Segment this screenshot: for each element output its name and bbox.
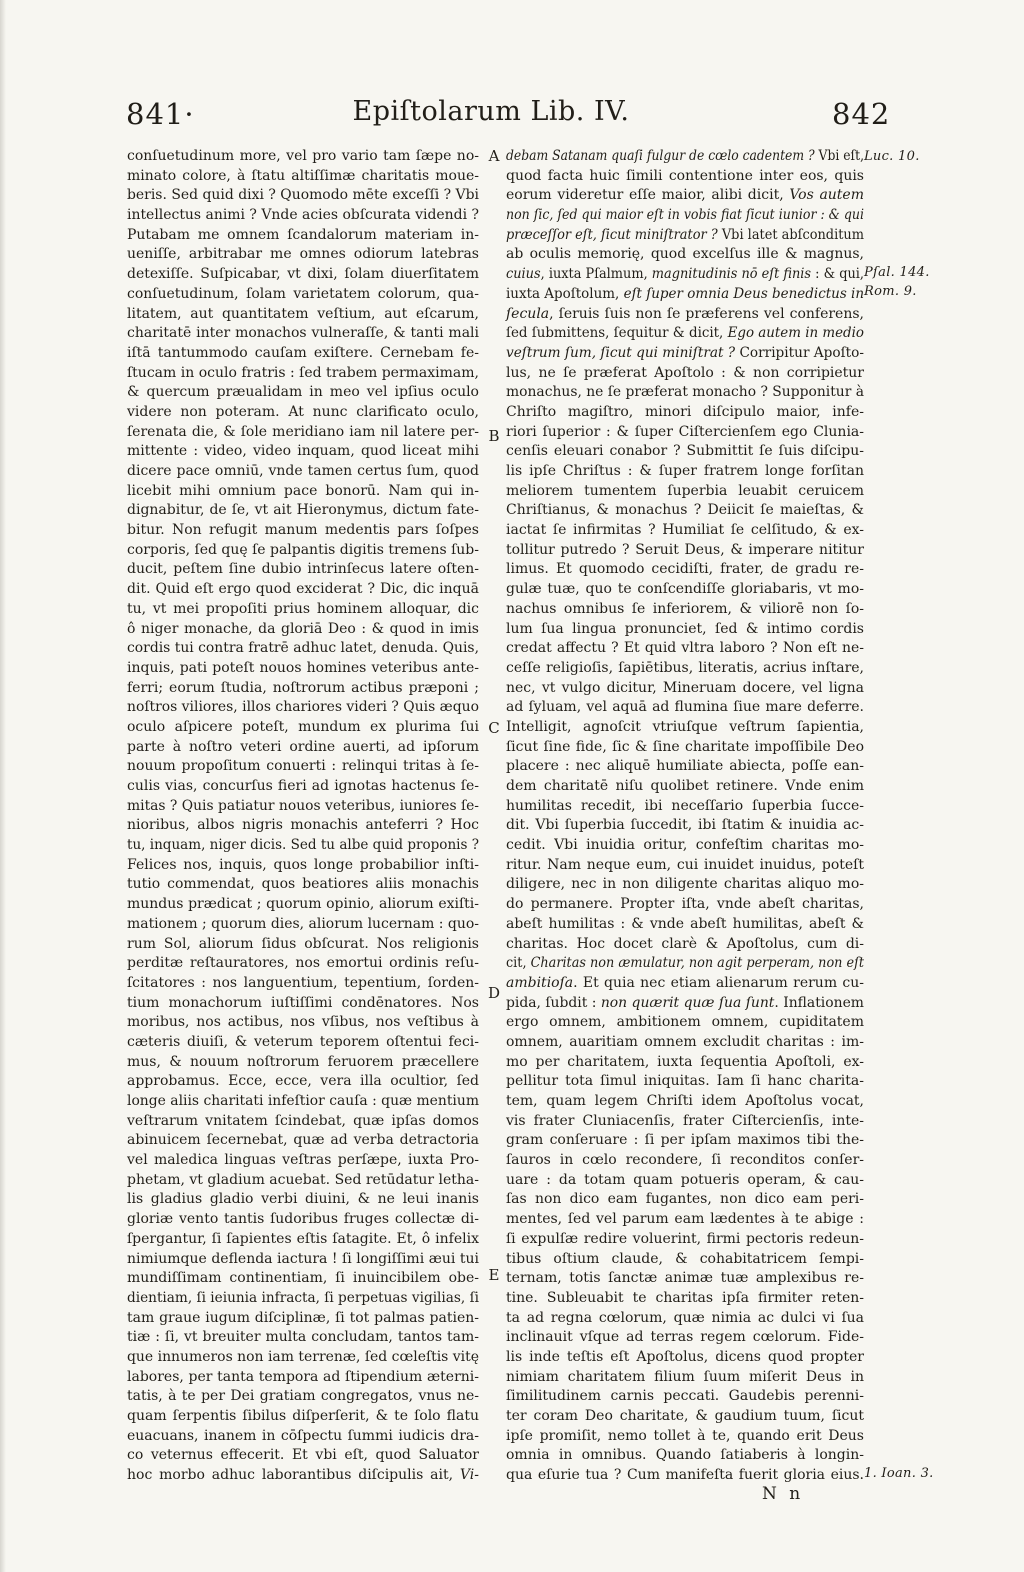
text-line: Putabam me omnem ſcandalorum materiam in- [127,226,479,243]
text-line: abinuicem ſecernebat, quæ ad verba detractoria [127,1132,479,1149]
text-line: riori ſuperior : & ſuper Ciſtercienſem ego Clunia- [506,423,864,440]
text-line: tem, quam legem Chriſti idem Apoſtolus vocat, [506,1093,864,1109]
text-line: nimiam charitatem filium ſuum miſerit Deus in [506,1368,864,1385]
text-line: Felices nos, inquis, quos longe probabilior inſti- [127,856,479,873]
text-line: dientiam, ſi ieiunia infracta, ſi perpetuas vigilias, ſi [127,1289,479,1306]
text-line: nec, vt vulgo dicitur, Mineruam docere, vel ligna [506,679,864,696]
text-line: corporis, ſed quę ſe palpantis digitis tremens ſub- [127,541,479,558]
page-number-right: 842 [832,97,891,131]
text-line: euacuans, inanem in cōſpectu ſummi iudicis dra- [127,1427,479,1444]
text-line: nouum propoſitum conuerti : relinqui tritas à ſe- [127,758,479,775]
scan-edge-shadow [0,0,6,1572]
text-line: tine. Subleuabit te charitas ipſa firmiter reten- [506,1289,864,1306]
text-line: mo per charitatem, iuxta ſequentia Apoſtoli, ex- [506,1053,864,1070]
text-line: conſuetudinum more, vel pro vario tam ſæpe no- [127,148,479,164]
text-line: longe aliis charitati infeſtior cauſa : quæ mentium [127,1093,479,1109]
text-line: pida, ſubdit : non quærit quæ ſua ſunt. Inflationem [506,994,864,1011]
text-line: videre non poteram. At nunc clarificato oculo, [127,403,479,420]
text-line: ſed ſubmittens, ſequitur & dicit, Ego autem in medio [506,325,864,342]
section-marker-a: A [488,147,500,165]
text-line: ducit, peſtem ſine dubio intrinſecus latere oſten- [127,561,479,578]
text-line: ſas non dico eam fugantes, non dico eam peri- [506,1191,864,1208]
text-line: mentes, ſed vel parum eam lædentes à te abige : [506,1211,864,1228]
text-line: ſerenata die, & ſole meridiano iam nil latere per- [127,423,479,440]
text-line: detexiſſe. Suſpicabar, vt dixi, ſolam diuerſitatem [127,266,479,283]
text-line: tibus oſtium claude, & cohabitatricem ſempi- [506,1250,864,1267]
margin-note-ioan: 1. Ioan. 3. [864,1466,934,1481]
text-line: mundiſſimam continentiam, ſi inuincibilem obe- [127,1270,479,1287]
text-line: cordis tui contra fratrē adhuc latet, denuda. Quis, [127,640,479,657]
text-line: phetam, vt gladium acuebat. Sed retūdatur letha- [127,1171,479,1188]
text-line: inclinauit vſque ad terras regem cœlorum. Fide- [506,1329,864,1346]
margin-note-psal: Pſal. 144. [864,265,930,280]
text-line: vel maledica linguas veſtras perſæpe, iuxta Pro- [127,1152,479,1169]
text-line: Chriſtianus, & monachus ? Deiicit ſe maieſtas, & [506,502,864,519]
text-line: gulæ tuæ, quo te conſcendiſſe gloriabaris, vt mo- [506,581,864,598]
text-line: charitatē inter monachos vulneraſſe, & tanti mali [127,325,479,342]
text-line: dit. Quid eſt ergo quod exciderat ? Dic, dic inquā [127,581,479,598]
text-line: dit. Vbi ſuperbia ſuccedit, ibi ſtatim & inuidia ac- [506,817,864,834]
text-column-left [127,147,479,1486]
text-line: debam Satanam quaſi fulgur de cœlo cadentem ? Vbi eſt, [506,148,864,164]
text-line: moribus, nos actibus, nos vſibus, nos veſtibus à [127,1014,479,1031]
text-line: mationem ; quorum dies, aliorum lucernam : quo- [127,915,479,932]
text-line: inquis, pati poteſt nouos homines veteribus ante- [127,659,479,676]
text-line: beris. Sed quid dixi ? Quomodo mēte exceſſi ? Vbi [127,187,479,204]
margin-note-luc: Luc. 10. [864,149,920,164]
text-line: placere : nec aliquē humiliate abiecta, poſſe ean- [506,758,864,775]
text-line: lum ſua lingua pronunciet, ſed & intimo cordis [506,620,864,637]
signature-mark: N n [762,1484,801,1504]
text-line: litatem, aut quantitatem veſtium, aut eſcarum, [127,305,479,322]
text-line: ipſe promiſit, nemo tollet à te, quando erit Deus [506,1427,864,1444]
text-line: & quercum præualidam in meo vel ipſius oculo [127,384,479,401]
text-line: gloriæ vento tantis ſudoribus fruges collectæ di- [127,1211,479,1228]
text-line: ad ſyluam, vel aquā ad flumina ſiue mare deferre. [506,699,864,716]
text-line: ritur. Nam neque eum, cui inuidet inuidus, poteſt [506,856,864,873]
text-line: mittente : video, video inquam, quod liceat mihi [127,443,479,460]
text-line: hoc morbo adhuc laborantibus diſcipulis ait, Vi- [127,1467,479,1484]
text-line: cedit. Vbi inuidia oritur, confeſtim charitas mo- [506,837,864,854]
section-marker-d: D [487,984,501,1002]
text-line: ternam, totis ſanctæ animæ tuæ amplexibus re- [506,1270,864,1287]
text-line: ſecula, ſeruis ſuis non ſe præferens vel conferens, [506,305,864,322]
text-line: ſpergantur, ſi ſapientes eſtis ſatagite. Et, ô infelix [127,1230,479,1247]
text-line: co veternus effecerit. Et vbi eſt, quod Saluator [127,1447,479,1464]
text-line: uare : da totam quam potueris operam, & cau- [506,1171,864,1188]
text-line: nachus omnibus ſe inferiorem, & viliorē non ſo- [506,600,864,617]
text-line: Intelligit, agnoſcit vtriuſque veſtrum ſapientia, [506,718,864,735]
text-line: lis ipſe Chriſtus : & ſuper fratrem longe forſitan [506,463,864,479]
page-number-left: 841· [126,97,195,131]
text-line: abeſt humilitas : & vnde abeſt humilitas, abeſt & [506,915,864,932]
text-line: ab oculis memorię, quod excelſus ille & magnus, [506,246,864,263]
text-column-right [506,147,864,1486]
text-line: ter coram Deo charitate, & gaudium tuum, ſicut [506,1408,864,1424]
text-line: ſtucam in oculo fratris : ſed trabem permaximam, [127,364,479,381]
text-line: culis vias, concurſus fieri ad ignotas hactenus ſe- [127,778,479,794]
text-line: noſtros viliores, illos chariores videri ? Quis æquo [127,699,479,716]
text-line: dicere pace omniū, vnde tamen certus ſum, quod [127,463,479,479]
text-line: lis inde teſtis eſt Apoſtolus, dicens quod propter [506,1348,864,1365]
text-line: vis frater Cluniacenſis, frater Ciſtercienſis, inte- [506,1112,864,1129]
section-marker-e: E [488,1266,500,1284]
text-line: ambitioſa. Et quia nec etiam alienarum rerum cu- [506,974,864,991]
text-line: iſtā tantummodo cauſam exiſtere. Cernebam fe- [127,344,479,361]
section-marker-b: B [488,427,500,445]
text-line: diligere, nec in non diligente charitas aliquo mo- [506,876,864,893]
text-line: perditæ reſtauratores, nos emortui ordinis reſu- [127,955,479,972]
section-marker-c: C [488,719,500,737]
text-line: ſcitatores : nos languentium, tepentium, ſorden- [127,974,479,991]
text-line: cæteris diuiſi, & veterum teporem oſtentui feci- [127,1033,479,1050]
text-line: tu, inquam, niger dicis. Sed tu albe quid proponis ? [127,837,479,854]
text-line: ceſſe religioſis, ſapiētibus, literatis, acrius inſtare, [506,659,864,676]
text-line: do permanere. Propter iſta, vnde abeſt charitas, [506,896,864,913]
text-line: præceſſor eſt, ſicut miniſtrator ? Vbi latet abſconditum [506,226,864,243]
text-line: tollitur putredo ? Seruit Deus, & imperare nititur [506,541,864,558]
text-line: minato colore, à ſtatu altiſſimæ charitatis moue- [127,167,479,184]
text-line: que innumeros non iam terrenæ, ſed cœleſtis vitę [127,1348,479,1365]
text-line: conſuetudinum, ſolam varietatem colorum, qua- [127,285,479,302]
text-line: ſimilitudinem carnis peccati. Gaudebis perenni- [506,1388,864,1405]
text-line: eorum videretur eſſe maior, alibi dicit, Vos autem [506,187,864,204]
margin-note-rom: Rom. 9. [864,284,917,299]
text-line: gram conſeruare : ſi per ipſam maximos tibi the- [506,1132,864,1149]
text-line: limus. Et quomodo cecidiſti, frater, de gradu re- [506,561,864,578]
text-line: tiæ : ſi, vt breuiter multa concludam, tantos tam- [127,1329,479,1346]
text-line: iactat ſe infirmitas ? Humiliat ſe celſitudo, & ex- [506,522,864,539]
text-line: oculo aſpicere poteſt, mundum ex plurima ſui [127,718,479,735]
text-line: licebit mihi omnium pace bonorū. Nam qui in- [127,482,479,499]
text-line: tam graue iugum diſciplinæ, ſi tot palmas patien- [127,1309,479,1326]
text-line: ergo omnem, ambitionem omnem, cupiditatem [506,1014,864,1031]
text-line: ſauros in cœlo recondere, ſi reconditos conſer- [506,1152,864,1169]
text-line: cit, Charitas non æmulatur, non agit perperam, non eſt [506,955,864,972]
text-line: dem charitatē niſu quolibet retinere. Vnde enim [506,778,864,794]
text-line: veſtrarum vnitatem ſcindebat, quæ ipſas domos [127,1112,479,1129]
text-line: nimiumque deflenda iactura ! ſi longiſſimi æui tui [127,1250,479,1267]
text-line: quam ſerpentis ſibilus diſperſerit, & te ſolo flatu [127,1408,479,1424]
text-line: omnem, auaritiam omnem excludit charitas : im- [506,1033,864,1050]
text-line: dignabitur, de ſe, vt ait Hieronymus, dictum fate- [127,502,479,519]
text-line: monachus, ne ſe præferat monacho ? Supponitur à [506,384,864,401]
text-line: mus, & nouum noſtrorum feruorem præcellere [127,1053,479,1070]
text-line: tutio commendat, quos beatiores aliis monachis [127,876,479,893]
text-line: meliorem tumentem ſuperbia leuabit ceruicem [506,482,864,499]
text-line: qua eſurie tua ? Cum manifeſta fuerit gloria eius. [506,1467,864,1484]
text-line: cuius, iuxta Pſalmum, magnitudinis nō eſt finis : & qui, [506,266,864,283]
text-line: ferri; eorum ſtudia, noſtrorum actibus præponi ; [127,679,479,696]
text-line: lis gladius gladio verbi diuini, & ne leui inanis [127,1191,479,1208]
text-line: quod facta huic ſimili contentione inter eos, quis [506,167,864,184]
text-line: credat affectu ? Et quid vltra laboro ? Non eſt ne- [506,640,864,657]
text-line: iuxta Apoſtolum, eſt ſuper omnia Deus benedictus in [506,285,864,302]
text-line: approbamus. Ecce, ecce, vera illa ocultior, ſed [127,1073,479,1090]
text-line: nioribus, albos nigris monachis anteferri ? Hoc [127,817,479,834]
text-line: ſicut ſine fide, ſic & ſine charitate impoſſibile Deo [506,738,864,755]
text-line: mundus prædicat ; quorum opinio, aliorum exiſti- [127,896,479,913]
text-line: tium monachorum iuſtiſſimi condēnatores. Nos [127,994,479,1011]
text-line: Chriſto magiſtro, minori diſcipulo maior, infe- [506,403,864,420]
text-line: omnia in omnibus. Quando ſatiaberis à longin- [506,1447,864,1464]
text-line: tatis, à te per Dei gratiam congregatos, vnus ne- [127,1388,479,1405]
text-line: ueniſſe, arbitrabar me omnes odiorum latebras [127,246,479,263]
text-line: veſtrum ſum, ſicut qui miniſtrat ? Corripitur Apoſto- [506,344,864,361]
text-line: charitas. Hoc docet clarè & Apoſtolus, cum di- [506,935,864,952]
running-title: Epiſtolarum Lib. IV. [352,96,630,127]
text-line: intellectus animi ? Vnde acies obſcurata videndi ? [127,207,479,224]
text-line: rum Sol, aliorum ſidus obſcurat. Nos religionis [127,935,479,952]
text-line: tu, vt mei propoſiti prius hominem alloquar, dic [127,600,479,617]
text-line: mitas ? Quis patiatur nouos veteribus, iuniores ſe- [127,797,479,814]
text-line: bitur. Non refugit manum medentis pars ſoſpes [127,522,479,539]
text-line: ſi expulſæ redire voluerint, firmi pectoris redeun- [506,1230,864,1247]
text-line: parte à noſtro veteri ordine auerti, ad ipſorum [127,738,479,755]
text-line: labores, per tanta tempora ad ſtipendium æterni- [127,1368,479,1385]
text-line: non ſic, ſed qui maior eſt in vobis fiat ſicut iunior : & qui [506,207,864,224]
text-line: ta ad regna cœlorum, quæ nimia ac dulci vi ſua [506,1309,864,1326]
text-line: humilitas recedit, ibi neceſſario ſuperbia ſucce- [506,797,864,814]
text-line: pellitur tota ſimul iniquitas. Iam ſi hanc charita- [506,1073,864,1090]
text-line: ô niger monache, da gloriā Deo : & quod in imis [127,620,479,637]
text-line: lus, ne ſe præferat Apoſtolo : & non corripietur [506,364,864,381]
text-line: cenſis eleuari conabor ? Submittit ſe ſuis diſcipu- [506,443,864,460]
